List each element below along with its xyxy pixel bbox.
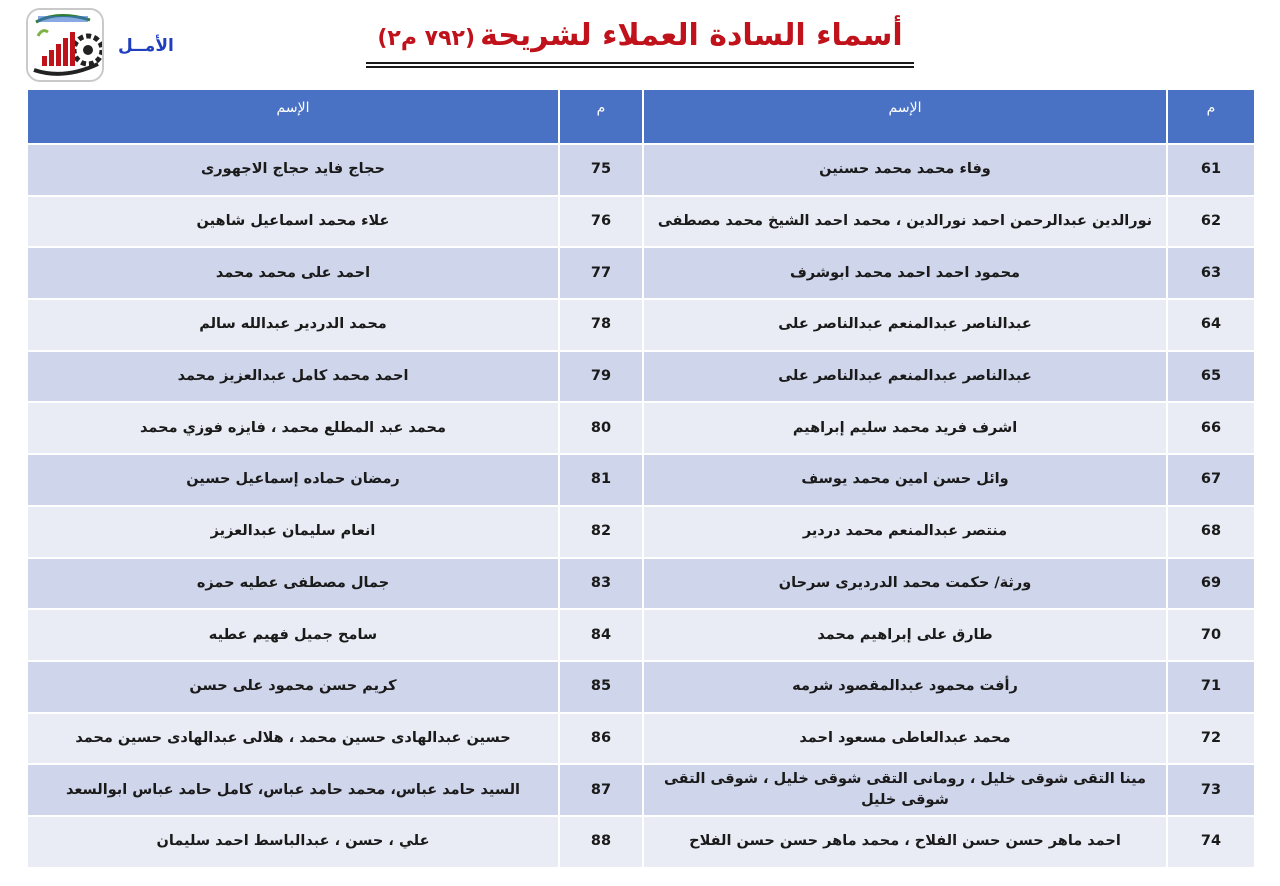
row-number: 70 [1167,609,1255,661]
client-name: وفاء محمد محمد حسنين [643,144,1167,196]
header-num-right: م [1167,89,1255,144]
client-name: وائل حسن امين محمد يوسف [643,454,1167,506]
table-row [27,661,1255,713]
row-number: 64 [1167,299,1255,351]
client-name: حسين عبدالهادى حسين محمد ، هلالى عبدالهادى حسين محمد [27,713,559,765]
client-name: طارق على إبراهيم محمد [643,609,1167,661]
company-logo [26,8,104,82]
client-name: محمد عبد المطلع محمد ، فايزه فوزي محمد [27,402,559,454]
row-number: 81 [559,454,643,506]
row-number: 61 [1167,144,1255,196]
table-row [27,816,1255,868]
row-number: 86 [559,713,643,765]
client-name: سامح جميل فهيم عطيه [27,609,559,661]
client-name: حجاج فايد حجاج الاجهورى [27,144,559,196]
title-underline [366,62,914,64]
client-name: احمد على محمد محمد [27,247,559,299]
client-name: احمد محمد كامل عبدالعزيز محمد [27,351,559,403]
table-row [27,299,1255,351]
table-row [27,764,1255,816]
row-number: 62 [1167,196,1255,248]
row-number: 74 [1167,816,1255,868]
client-name: جمال مصطفى عطيه حمزه [27,558,559,610]
client-name: مينا التقى شوقى خليل ، رومانى التقى شوقى خليل ، شوقى التقى شوقى خليل [643,764,1167,816]
table-row [27,609,1255,661]
table-row [27,713,1255,765]
row-number: 71 [1167,661,1255,713]
client-name: السيد حامد عباس، محمد حامد عباس، كامل حامد عباس ابوالسعد [27,764,559,816]
table-row [27,196,1255,248]
row-number: 78 [559,299,643,351]
client-name: عبدالناصر عبدالمنعم عبدالناصر على [643,299,1167,351]
client-name: ورثة/ حكمت محمد الدرديرى سرحان [643,558,1167,610]
row-number: 73 [1167,764,1255,816]
row-number: 63 [1167,247,1255,299]
row-number: 87 [559,764,643,816]
header-name-left: الإسم [27,89,559,144]
table-row [27,351,1255,403]
client-name: كريم حسن محمود على حسن [27,661,559,713]
row-number: 75 [559,144,643,196]
client-name: عبدالناصر عبدالمنعم عبدالناصر على [643,351,1167,403]
logo-word: الأمــل [118,36,174,56]
table-row [27,454,1255,506]
page-title [360,16,920,68]
table-row [27,144,1255,196]
row-number: 79 [559,351,643,403]
table-row [27,558,1255,610]
client-name: رمضان حماده إسماعيل حسين [27,454,559,506]
title-main: أسماء السادة العملاء لشريحة [480,18,903,53]
table-header-row [27,89,1255,144]
title-paren: (٧٩٢ م٢) [377,26,476,51]
row-number: 72 [1167,713,1255,765]
row-number: 65 [1167,351,1255,403]
client-name: محمد الدردير عبدالله سالم [27,299,559,351]
row-number: 77 [559,247,643,299]
table-row [27,247,1255,299]
client-name: رأفت محمود عبدالمقصود شرمه [643,661,1167,713]
clients-table [26,88,1256,869]
row-number: 84 [559,609,643,661]
row-number: 66 [1167,402,1255,454]
row-number: 82 [559,506,643,558]
client-name: علاء محمد اسماعيل شاهين [27,196,559,248]
header-num-left: م [559,89,643,144]
client-name: علي ، حسن ، عبدالباسط احمد سليمان [27,816,559,868]
client-name: احمد ماهر حسن حسن الفلاح ، محمد ماهر حسن حسن الفلاح [643,816,1167,868]
header-name-right: الإسم [643,89,1167,144]
row-number: 76 [559,196,643,248]
row-number: 67 [1167,454,1255,506]
client-name: منتصر عبدالمنعم محمد دردير [643,506,1167,558]
logo-graphic-icon [28,10,102,80]
row-number: 85 [559,661,643,713]
row-number: 69 [1167,558,1255,610]
table-row [27,506,1255,558]
client-name: اشرف فريد محمد سليم إبراهيم [643,402,1167,454]
row-number: 80 [559,402,643,454]
client-name: نورالدين عبدالرحمن احمد نورالدين ، محمد احمد الشيخ محمد مصطفى [643,196,1167,248]
row-number: 83 [559,558,643,610]
client-name: محمود احمد احمد محمد ابوشرف [643,247,1167,299]
row-number: 68 [1167,506,1255,558]
row-number: 88 [559,816,643,868]
table-row [27,402,1255,454]
title-underline [366,66,914,68]
client-name: انعام سليمان عبدالعزيز [27,506,559,558]
client-name: محمد عبدالعاطى مسعود احمد [643,713,1167,765]
